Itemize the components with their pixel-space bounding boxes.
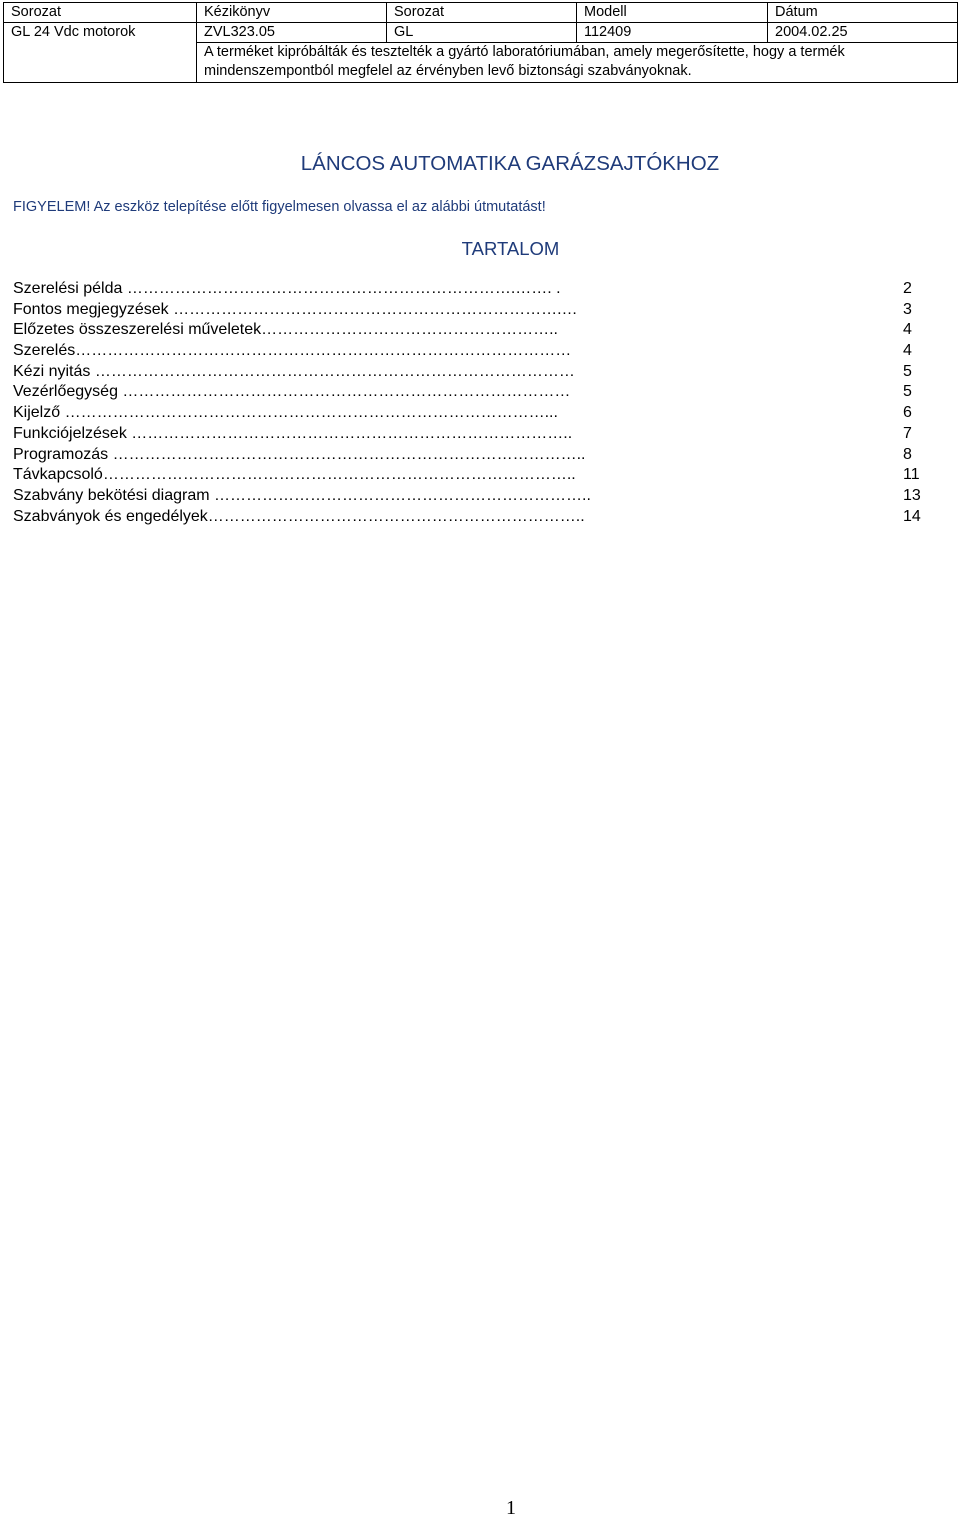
header-label-series: Sorozat xyxy=(4,3,197,23)
table-of-contents xyxy=(13,279,923,527)
toc-entry-label: Kézi nyitás ……………………………………………………………………………… xyxy=(13,362,575,380)
toc-entry-page: 5 xyxy=(903,383,912,401)
toc-entry-label: Szerelés………………………………………………………………………………… xyxy=(13,342,572,360)
toc-entry xyxy=(13,424,923,445)
toc-entry xyxy=(13,403,923,424)
toc-entry-label: Programozás …………………………………………………………………………….. xyxy=(13,445,586,463)
header-row-labels xyxy=(4,3,958,23)
toc-entry-label: Szerelési példa ……………………………………………………………….……. . xyxy=(13,280,561,297)
toc-entry xyxy=(13,445,923,466)
header-value-model: 112409 xyxy=(577,23,768,43)
toc-entry xyxy=(13,382,923,403)
header-note: A terméket kipróbálták és tesztelték a gyártó laboratóriumában, amely megerősítette, hogy a termék mindenszempontból megfelel az érvényben levő biztonsági szabványoknak. xyxy=(197,43,958,83)
toc-entry xyxy=(13,486,923,507)
page-number: 1 xyxy=(506,1497,516,1519)
toc-entry-page: 2 xyxy=(903,280,912,297)
toc-entry xyxy=(13,465,923,486)
toc-entry-page: 13 xyxy=(903,486,921,504)
header-table xyxy=(3,2,958,83)
toc-entry xyxy=(13,507,923,528)
toc-entry-page: 3 xyxy=(903,300,912,318)
toc-entry xyxy=(13,300,923,321)
header-label-model: Modell xyxy=(577,3,768,23)
document-title: LÁNCOS AUTOMATIKA GARÁZSAJTÓKHOZ xyxy=(300,152,720,175)
toc-entry-page: 8 xyxy=(903,445,912,463)
header-label-series-2: Sorozat xyxy=(387,3,577,23)
toc-entry-label: Szabványok és engedélyek…………………………………………………………….. xyxy=(13,507,585,525)
header-value-manual: ZVL323.05 xyxy=(197,23,387,43)
header-value-date: 2004.02.25 xyxy=(768,23,958,43)
toc-entry xyxy=(13,341,923,362)
toc-entry-label: Vezérlőegység ………………………………………………………………………… xyxy=(13,383,571,401)
toc-entry-page: 7 xyxy=(903,424,912,442)
toc-entry-page: 4 xyxy=(903,321,912,339)
toc-heading: TARTALOM xyxy=(461,238,560,259)
toc-entry-label: Funkciójelzések ……………………………………………………………………….. xyxy=(13,424,573,442)
header-label-date: Dátum xyxy=(768,3,958,23)
toc-entry-label: Fontos megjegyzések ……………………………………………………………….… xyxy=(13,300,578,318)
toc-entry-label: Előzetes összeszerelési műveletek……………………………………………….. xyxy=(13,321,558,339)
toc-entry xyxy=(13,362,923,383)
toc-entry-label: Szabvány bekötési diagram …………………………………………………………….. xyxy=(13,486,591,504)
toc-entry-page: 11 xyxy=(903,466,920,484)
toc-entry-page: 5 xyxy=(903,362,912,380)
header-row-values xyxy=(4,23,958,43)
toc-entry-label: Távkapcsoló…………………………………………………………………………….. xyxy=(13,466,576,484)
toc-entry-page: 4 xyxy=(903,342,912,360)
header-value-series-2: GL xyxy=(387,23,577,43)
warning-text: FIGYELEM! Az eszköz telepítése előtt figyelmesen olvassa el az alábbi útmutatást! xyxy=(13,199,546,215)
toc-entry xyxy=(13,320,923,341)
toc-entry-page: 6 xyxy=(903,404,912,422)
toc-entry-label: Kijelző ………………………………………………………………………………... xyxy=(13,404,558,422)
toc-entry xyxy=(13,279,923,300)
toc-entry-page: 14 xyxy=(903,507,921,525)
header-label-manual: Kézikönyv xyxy=(197,3,387,23)
header-value-series: GL 24 Vdc motorok xyxy=(4,23,197,83)
